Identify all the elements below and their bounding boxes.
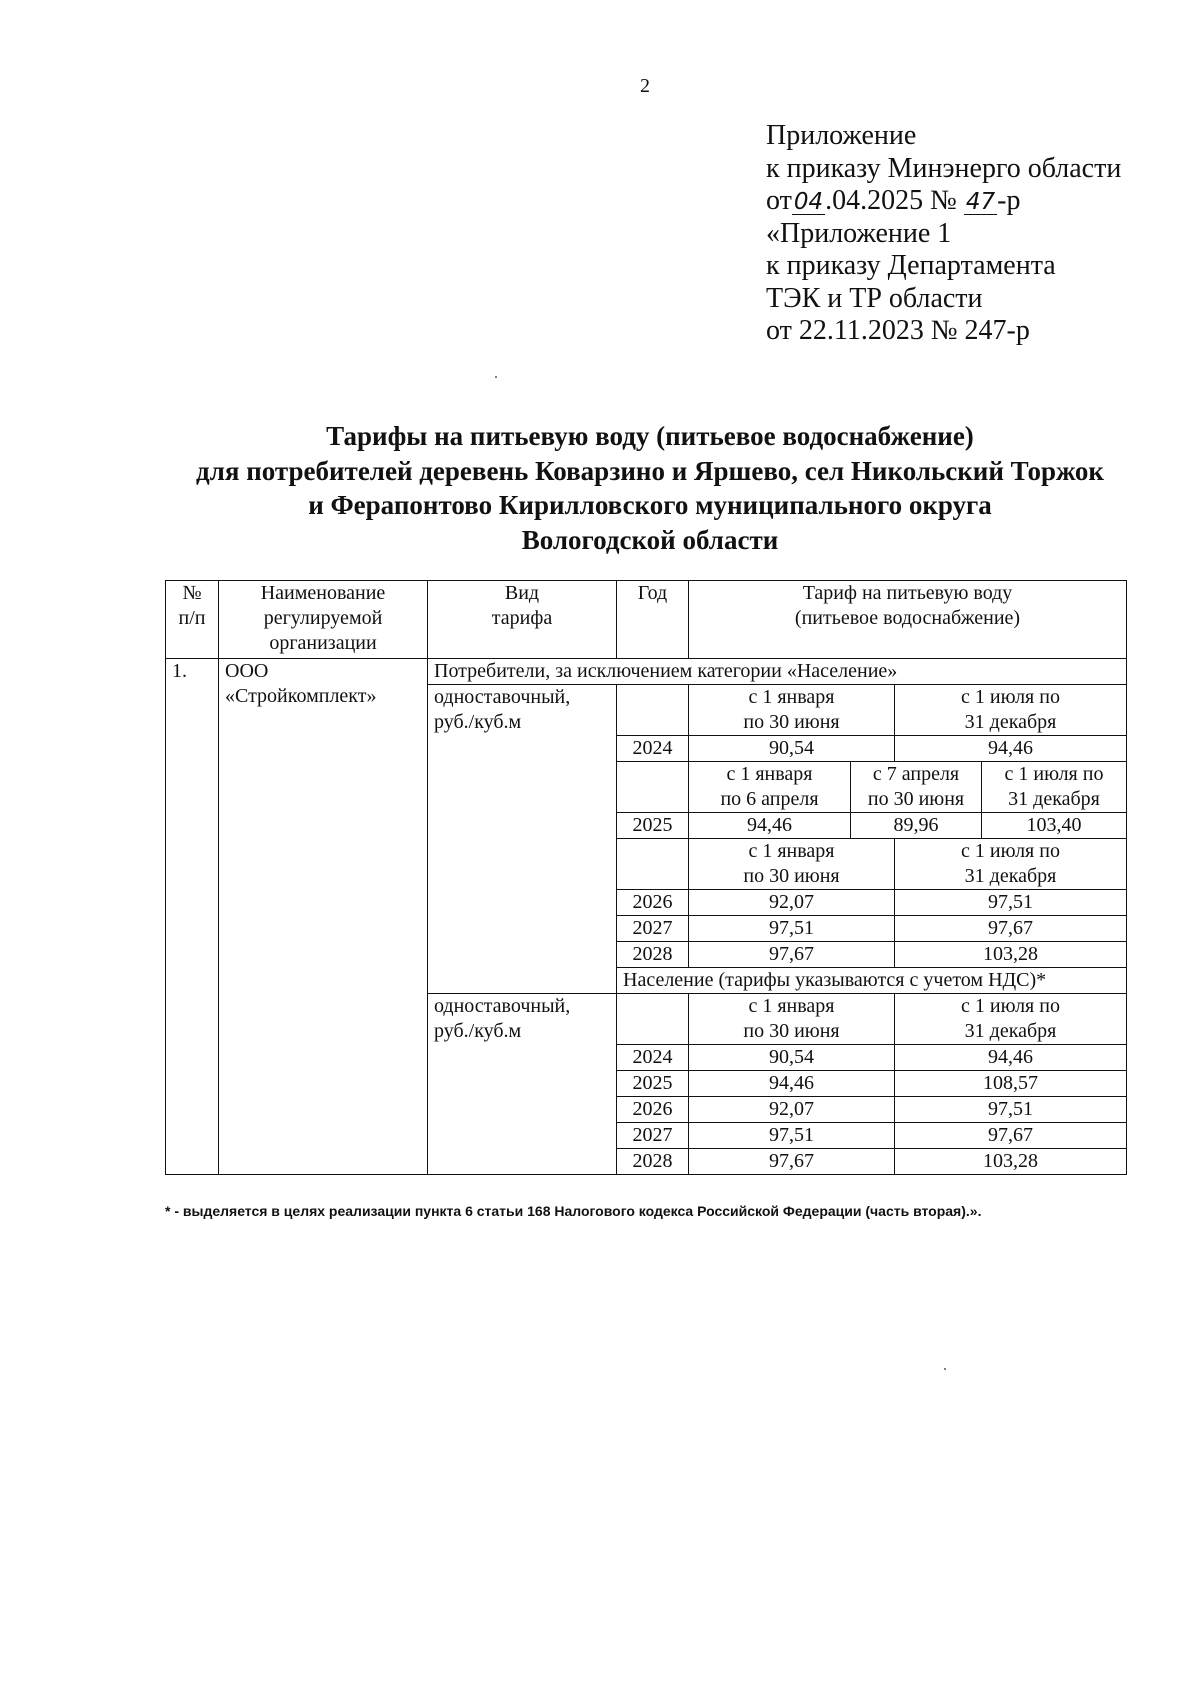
tariff-value: 94,46 bbox=[689, 1071, 895, 1097]
tariff-value: 108,57 bbox=[895, 1071, 1127, 1097]
tariff-value: 103,28 bbox=[895, 942, 1127, 968]
handwritten-day: 04 bbox=[793, 189, 824, 215]
footnote: * - выделяется в целях реализации пункта 6 статьи 168 Налогового кодекса Российской Федерации (часть вторая).». bbox=[165, 1203, 982, 1219]
tariff-value: 94,46 bbox=[895, 736, 1127, 762]
period-cell: с 1 июля по 31 декабря bbox=[895, 685, 1127, 736]
appendix-line: от 22.11.2023 № 247-р bbox=[766, 315, 1030, 346]
tariff-value: 97,51 bbox=[895, 890, 1127, 916]
year-cell: 2026 bbox=[617, 1097, 689, 1123]
table-header-row bbox=[166, 581, 1127, 659]
title-line: Вологодской области bbox=[521, 524, 779, 555]
tariff-value: 97,51 bbox=[689, 1123, 895, 1149]
tariff-value: 92,07 bbox=[689, 1097, 895, 1123]
title-line: Тарифы на питьевую воду (питьевое водоснабжение) bbox=[326, 421, 974, 451]
tariff-value: 97,51 bbox=[689, 916, 895, 942]
year-cell-empty bbox=[617, 685, 689, 736]
scan-speck bbox=[495, 376, 497, 378]
tariff-value: 94,46 bbox=[895, 1045, 1127, 1071]
header-number: № п/п bbox=[166, 581, 219, 659]
tariff-value: 97,67 bbox=[689, 942, 895, 968]
tariff-value: 92,07 bbox=[689, 890, 895, 916]
order-date-mid: .04.2025 № bbox=[825, 185, 957, 216]
header-year: Год bbox=[617, 581, 689, 659]
tariff-type: одноставочный, руб./куб.м bbox=[428, 685, 617, 994]
page-number: 2 bbox=[640, 75, 650, 97]
period-cell: с 1 января по 6 апреля bbox=[689, 762, 851, 813]
tariff-type: одноставочный, руб./куб.м bbox=[428, 994, 617, 1175]
appendix-header bbox=[766, 120, 1121, 348]
order-number-suffix: -р bbox=[997, 185, 1021, 216]
tariff-value: 89,96 bbox=[851, 813, 982, 839]
period-cell: с 1 января по 30 июня bbox=[689, 685, 895, 736]
year-cell-empty bbox=[617, 839, 689, 890]
tariff-value: 97,67 bbox=[895, 916, 1127, 942]
period-cell: с 1 июля по 31 декабря bbox=[895, 839, 1127, 890]
period-cell: с 1 января по 30 июня bbox=[689, 839, 895, 890]
tariff-value: 103,40 bbox=[982, 813, 1127, 839]
table-row bbox=[166, 659, 1127, 685]
document-title bbox=[150, 419, 1150, 557]
tariff-value: 90,54 bbox=[689, 736, 895, 762]
section-title: Население (тарифы указываются с учетом НДС)* bbox=[617, 968, 1127, 994]
tariff-table bbox=[165, 580, 1127, 1175]
header-organization: Наименование регулируемой организации bbox=[219, 581, 428, 659]
tariff-value: 103,28 bbox=[895, 1149, 1127, 1175]
appendix-line: к приказу Департамента bbox=[766, 250, 1056, 281]
tariff-value: 97,67 bbox=[895, 1123, 1127, 1149]
year-cell: 2024 bbox=[617, 1045, 689, 1071]
row-number: 1. bbox=[166, 659, 219, 1175]
year-cell: 2027 bbox=[617, 916, 689, 942]
organization-name: ООО «Стройкомплект» bbox=[219, 659, 428, 1175]
year-cell: 2025 bbox=[617, 813, 689, 839]
year-cell: 2028 bbox=[617, 942, 689, 968]
period-cell: с 1 января по 30 июня bbox=[689, 994, 895, 1045]
tariff-value: 90,54 bbox=[689, 1045, 895, 1071]
header-tariff: Тариф на питьевую воду (питьевое водоснабжение) bbox=[689, 581, 1127, 659]
handwritten-order-number: 47 bbox=[965, 189, 996, 215]
year-cell-empty bbox=[617, 994, 689, 1045]
appendix-line: к приказу Минэнерго области bbox=[766, 152, 1122, 184]
title-line: и Ферапонтово Кирилловского муниципального округа bbox=[308, 490, 992, 520]
year-cell: 2028 bbox=[617, 1149, 689, 1175]
year-cell: 2026 bbox=[617, 890, 689, 916]
title-line: для потребителей деревень Коварзино и Яршево, сел Никольский Торжок bbox=[196, 455, 1104, 486]
year-cell: 2027 bbox=[617, 1123, 689, 1149]
period-cell: с 7 апреля по 30 июня bbox=[851, 762, 982, 813]
appendix-line: Приложение bbox=[766, 120, 917, 151]
year-cell: 2025 bbox=[617, 1071, 689, 1097]
header-tariff-type: Вид тарифа bbox=[428, 581, 617, 659]
tariff-value: 94,46 bbox=[689, 813, 851, 839]
appendix-order-date-line bbox=[766, 185, 1121, 218]
order-date-prefix: от bbox=[766, 185, 792, 216]
section-title: Потребители, за исключением категории «Население» bbox=[428, 659, 1127, 685]
scan-speck bbox=[944, 1368, 946, 1370]
tariff-value: 97,51 bbox=[895, 1097, 1127, 1123]
year-cell-empty bbox=[617, 762, 689, 813]
tariff-value: 97,67 bbox=[689, 1149, 895, 1175]
appendix-line: «Приложение 1 bbox=[766, 217, 952, 249]
year-cell: 2024 bbox=[617, 736, 689, 762]
period-cell: с 1 июля по 31 декабря bbox=[982, 762, 1127, 813]
appendix-line: ТЭК и ТР области bbox=[766, 282, 983, 314]
period-cell: с 1 июля по 31 декабря bbox=[895, 994, 1127, 1045]
